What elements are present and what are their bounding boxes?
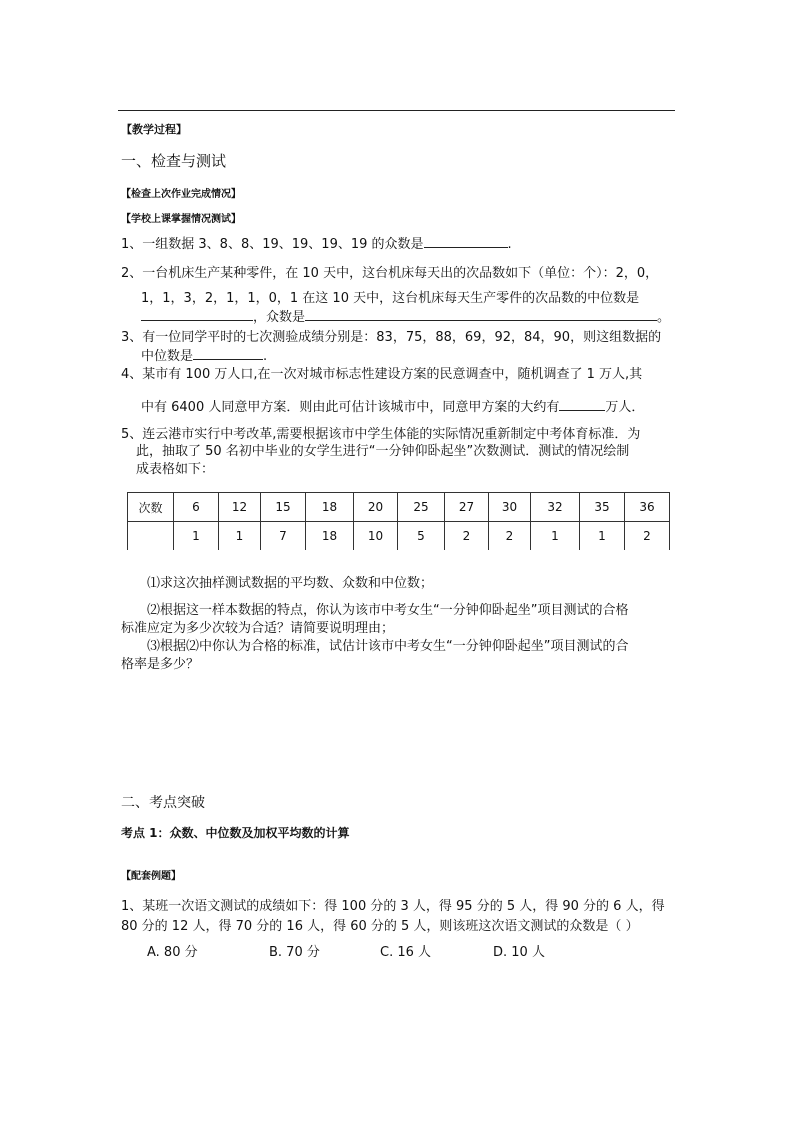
table-cell: 12 (219, 493, 261, 522)
table-cell: 5 (398, 522, 445, 551)
q4-text: 中有 6400 人同意甲方案．则由此可估计该城市中，同意甲方案的大约有 (141, 400, 560, 415)
q3-answer-blank[interactable] (193, 346, 263, 360)
option-d[interactable]: D. 10 人 (493, 945, 545, 960)
table-cell: 6 (174, 493, 219, 522)
table-cell: 25 (398, 493, 445, 522)
q4-line1: 4、某市有 100 万人口,在一次对城市标志性建设方案的民意调查中，随机调查了 1 万人,其 (121, 367, 643, 382)
q4-line2 (141, 397, 644, 417)
process-tag: 【教学过程】 (121, 123, 187, 136)
table-cell: 7 (261, 522, 306, 551)
option-c[interactable]: C. 16 人 (380, 945, 432, 960)
q4-answer-blank[interactable] (559, 397, 605, 411)
table-cell: 1 (580, 522, 625, 551)
q1-end: . (507, 237, 512, 252)
q4-end: 万人． (605, 400, 645, 415)
q5-line2: 此，抽取了 50 名初中毕业的女学生进行“一分钟仰卧起坐”次数测试．测试的情况绘制 (136, 444, 630, 459)
table-header-cell: 次数 (128, 493, 174, 522)
table-row-counts (128, 493, 670, 522)
table-cell: 36 (625, 493, 670, 522)
example-q1-line2: 80 分的 12 人，得 70 分的 16 人，得 60 分的 5 人，则该班这次语文测试的众数是（ ） (121, 919, 639, 934)
q3-label: 中位数是 (141, 349, 194, 364)
q5-sub1: ⑴求这次抽样测试数据的平均数、众数和中位数； (147, 576, 434, 591)
q2-mode-label: ，众数是 (253, 310, 306, 325)
q2-end: 。 (657, 310, 671, 325)
table-header-cell-empty (128, 522, 174, 551)
table-cell: 32 (531, 493, 580, 522)
q2-mode-blank[interactable] (305, 307, 657, 321)
option-b[interactable]: B. 70 分 (269, 945, 320, 960)
option-a[interactable]: A. 80 分 (147, 945, 198, 960)
table-cell: 20 (354, 493, 398, 522)
q3-end: . (263, 349, 268, 364)
table-cell: 2 (489, 522, 531, 551)
table-cell: 10 (354, 522, 398, 551)
table-cell: 1 (219, 522, 261, 551)
q5-sub3-line2: 格率是多少？ (121, 657, 200, 672)
table-cell: 1 (531, 522, 580, 551)
section1-title: 一、检查与测试 (121, 152, 227, 170)
test-tag: 【学校上课掌握情况测试】 (121, 214, 241, 225)
table-cell: 2 (625, 522, 670, 551)
table-cell: 18 (306, 493, 354, 522)
q2-line2: 1，1，3，2，1，1，0，1 在这 10 天中，这台机床每天生产零件的次品数的中位数是 (141, 291, 640, 306)
table-cell: 30 (489, 493, 531, 522)
q3-line1: 3、有一位同学平时的七次测验成绩分别是：83，75，88，69，92，84，90，则这组数据的 (121, 330, 662, 345)
q2-line3 (141, 307, 670, 327)
question-1 (121, 234, 512, 254)
q5-line3: 成表格如下： (136, 462, 215, 477)
q5-line1: 5、连云港市实行中考改革,需要根据该市中学生体能的实际情况重新制定中考体育标准．为 (121, 427, 641, 442)
example-q1-line1: 1、某班一次语文测试的成绩如下：得 100 分的 3 人，得 95 分的 5 人，得 90 分的 6 人，得 (121, 899, 665, 914)
table-cell: 1 (174, 522, 219, 551)
kaodian-heading: 考点 1：众数、中位数及加权平均数的计算 (121, 826, 350, 840)
example-tag: 【配套例题】 (121, 871, 181, 882)
q5-sub2-line1: ⑵根据这一样本数据的特点，你认为该市中考女生“一分钟仰卧起坐”项目测试的合格 (147, 603, 629, 618)
q5-sub2-line2: 标准应定为多少次较为合适？请简要说明理由； (121, 621, 395, 636)
q1-answer-blank[interactable] (424, 234, 508, 248)
q5-sub3-line1: ⑶根据⑵中你认为合格的标准，试估计该市中考女生“一分钟仰卧起坐”项目测试的合 (147, 639, 629, 654)
table-cell: 15 (261, 493, 306, 522)
situp-frequency-table (127, 492, 670, 550)
homework-tag: 【检查上次作业完成情况】 (121, 189, 241, 200)
table-cell: 27 (445, 493, 489, 522)
table-cell: 35 (580, 493, 625, 522)
q3-line2 (141, 346, 267, 366)
section2-title: 二、考点突破 (121, 795, 205, 811)
q2-median-blank[interactable] (141, 307, 253, 321)
table-row-frequencies (128, 522, 670, 551)
table-cell: 18 (306, 522, 354, 551)
q1-text: 1、一组数据 3、8、8、19、19、19、19 的众数是 (121, 237, 424, 252)
header-rule (118, 110, 675, 111)
table-cell: 2 (445, 522, 489, 551)
q2-line1: 2、一台机床生产某种零件，在 10 天中，这台机床每天出的次品数如下（单位：个）：2，0， (121, 266, 659, 281)
